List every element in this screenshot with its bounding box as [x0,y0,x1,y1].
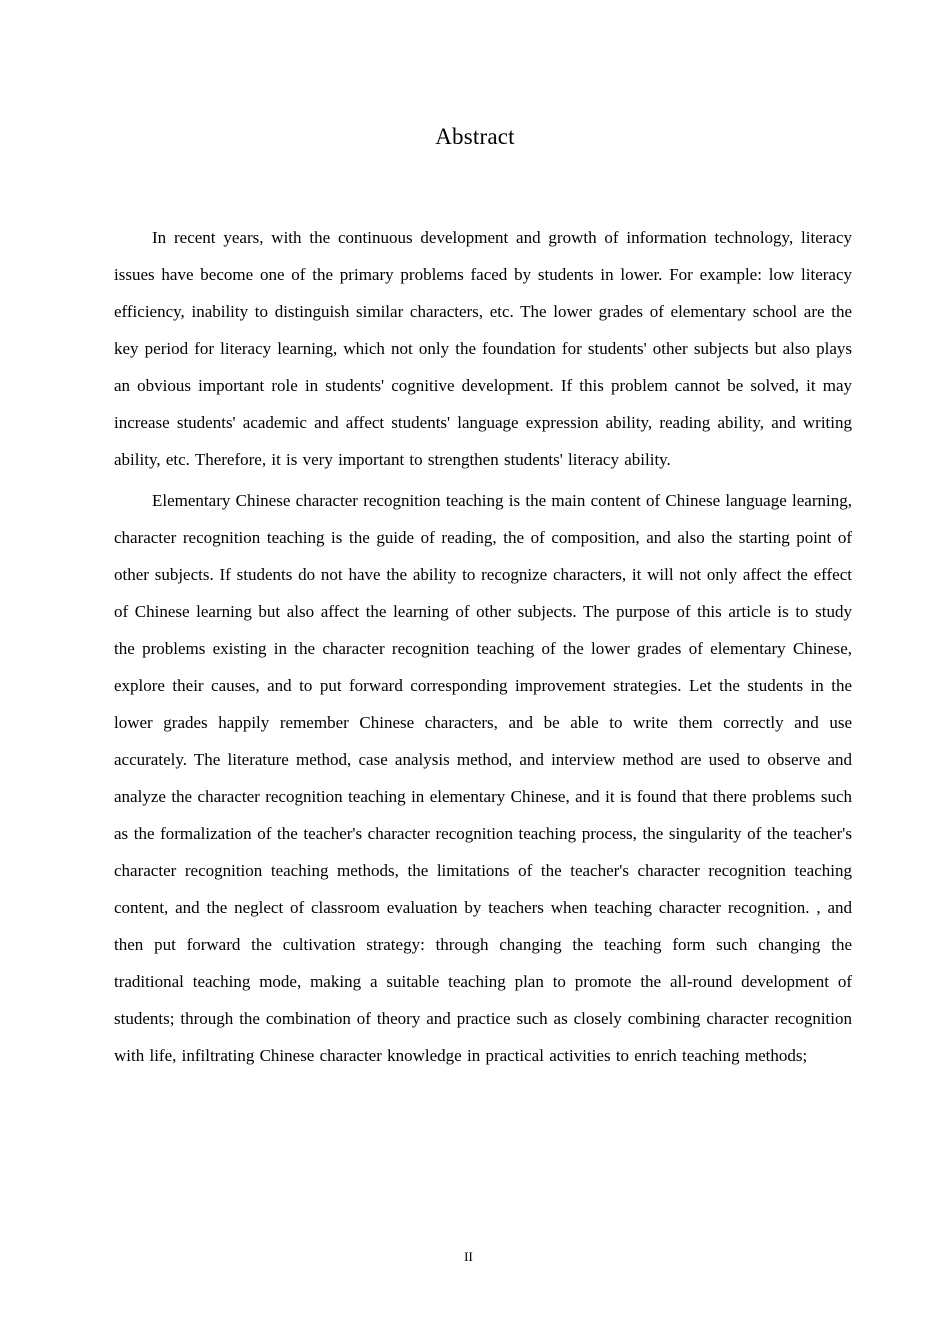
abstract-paragraph-1: In recent years, with the continuous development and growth of information technology, literacy issues have become one of the primary problems faced by students in lower. For example: low literacy efficiency, inability to distinguish similar characters, etc. The lower grades of elementary school are the key period for literacy learning, which not only the foundation for students' other subjects but also plays an obvious important role in students' cognitive development. If this problem cannot be solved, it may increase students' academic and affect students' language expression ability, reading ability, and writing ability, etc. Therefore, it is very important to strengthen students' literacy ability. [114,228,852,469]
page-title: Abstract [435,124,515,149]
page-number: II [464,1249,473,1264]
abstract-paragraph-2: Elementary Chinese character recognition teaching is the main content of Chinese language learning, character recognition teaching is the guide of reading, the of composition, and also the starting point of other subjects. If students do not have the ability to recognize characters, it will not only affect the effect of Chinese learning but also affect the learning of other subjects. The purpose of this article is to study the problems existing in the character recognition teaching of the lower grades of elementary Chinese, explore their causes, and to put forward corresponding improvement strategies. Let the students in the lower grades happily remember Chinese characters, and be able to write them correctly and use accurately. The literature method, case analysis method, and interview method are used to observe and analyze the character recognition teaching in elementary Chinese, and it is found that there problems such as the formalization of the teacher's character recognition teaching process, the singularity of the teacher's character recognition teaching methods, the limitations of the teacher's character recognition teaching content, and the neglect of classroom evaluation by teachers when teaching character recognition. , and then put forward the cultivation strategy: through changing the teaching form such changing the traditional teaching mode, making a suitable teaching plan to promote the all-round development of students; through the combination of theory and practice such as closely combining character recognition with life, infiltrating Chinese character knowledge in practical activities to enrich teaching methods; [114,491,852,1065]
abstract-body [114,219,852,1074]
